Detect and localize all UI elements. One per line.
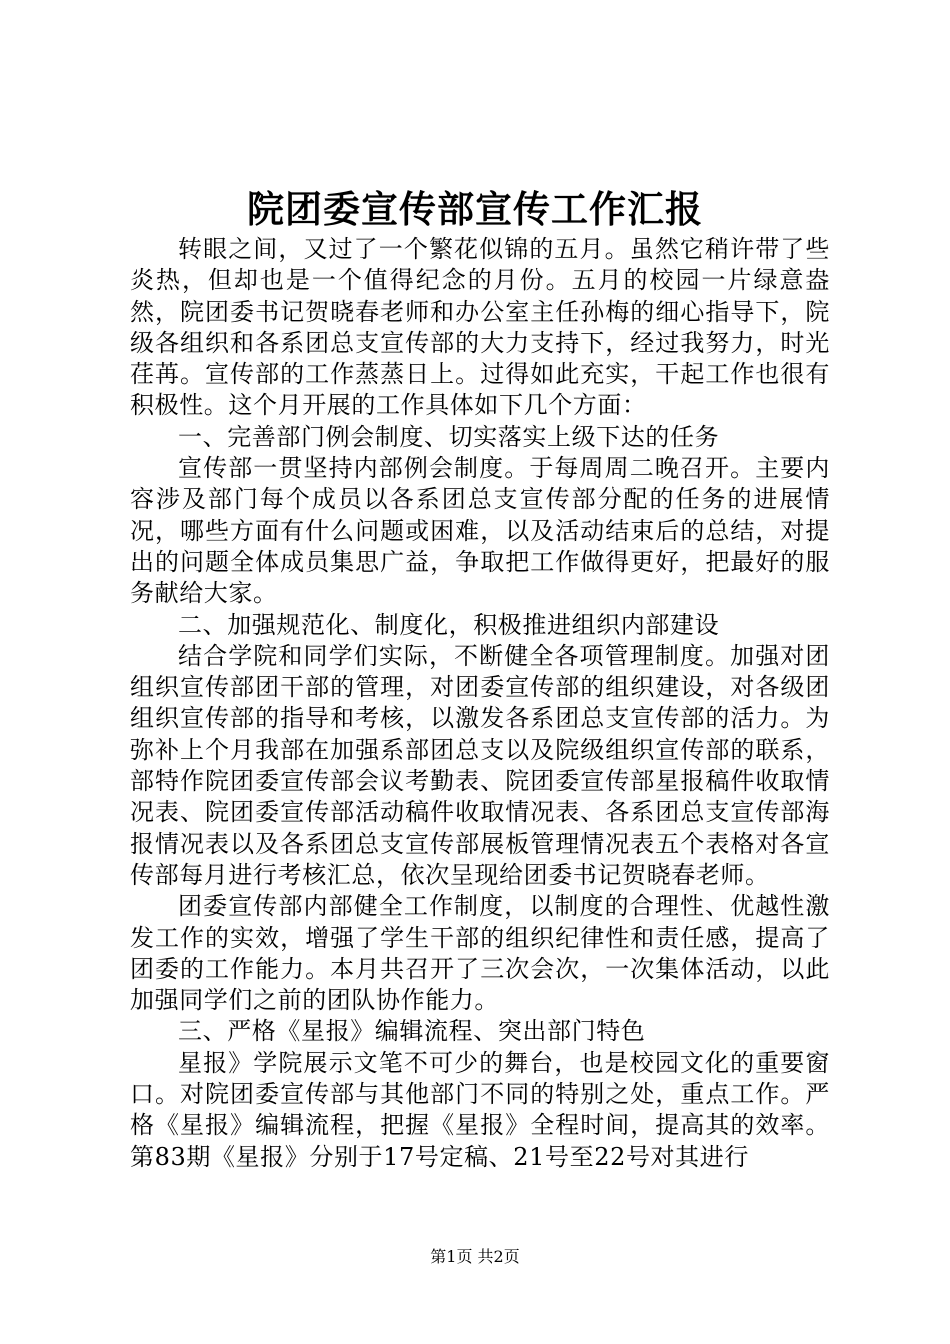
paragraph-section-3: 星报》学院展示文笔不可少的舞台，也是校园文化的重要窗口。对院团委宣传部与其他部门不同的特别之处，重点工作。严格《星报》编辑流程，把握《星报》全程时间，提高其的效率。第83期《星报》分别于17号定稿、21号至22号对其进行	[130, 1048, 830, 1171]
paragraph-section-2b: 团委宣传部内部健全工作制度，以制度的合理性、优越性激发工作的实效，增强了学生干部的组织纪律性和责任感，提高了团委的工作能力。本月共召开了三次会次，一次集体活动，以此加强同学们之前的团队协作能力。	[130, 892, 830, 1015]
section-heading-1: 一、完善部门例会制度、切实落实上级下达的任务	[178, 422, 720, 451]
paragraph-section-2a: 结合学院和同学们实际，不断健全各项管理制度。加强对团组织宣传部团干部的管理，对团委宣传部的组织建设，对各级团组织宣传部的指导和考核，以激发各系团总支宣传部的活力。为弥补上个月我部在加强系部团总支以及院级组织宣传部的联系，部特作院团委宣传部会议考勤表、院团委宣传部星报稿件收取情况表、院团委宣传部活动稿件收取情况表、各系团总支宣传部海报情况表以及各系团总支宣传部展板管理情况表五个表格对各宣传部每月进行考核汇总，依次呈现给团委书记贺晓春老师。	[130, 641, 830, 889]
section-heading-2: 二、加强规范化、制度化，积极推进组织内部建设	[178, 610, 720, 639]
paragraph-section-1: 宣传部一贯坚持内部例会制度。于每周周二晚召开。主要内容涉及部门每个成员以各系团总支宣传部分配的任务的进展情况，哪些方面有什么问题或困难，以及活动结束后的总结，对提出的问题全体成员集思广益，争取把工作做得更好，把最好的服务献给大家。	[130, 454, 830, 608]
paragraph-intro: 转眼之间，又过了一个繁花似锦的五月。虽然它稍许带了些炎热，但却也是一个值得纪念的月份。五月的校园一片绿意盎然，院团委书记贺晓春老师和办公室主任孙梅的细心指导下，院级各组织和各系团总支宣传部的大力支持下，经过我努力，时光荏苒。宣传部的工作蒸蒸日上。过得如此充实，干起工作也很有积极性。这个月开展的工作具体如下几个方面：	[130, 235, 830, 420]
page-footer: 第1页 共2页	[430, 1247, 520, 1266]
document-body	[130, 234, 830, 1173]
document-title: 院团委宣传部宣传工作汇报	[247, 187, 703, 231]
section-heading-3: 三、严格《星报》编辑流程、突出部门特色	[178, 1017, 646, 1046]
